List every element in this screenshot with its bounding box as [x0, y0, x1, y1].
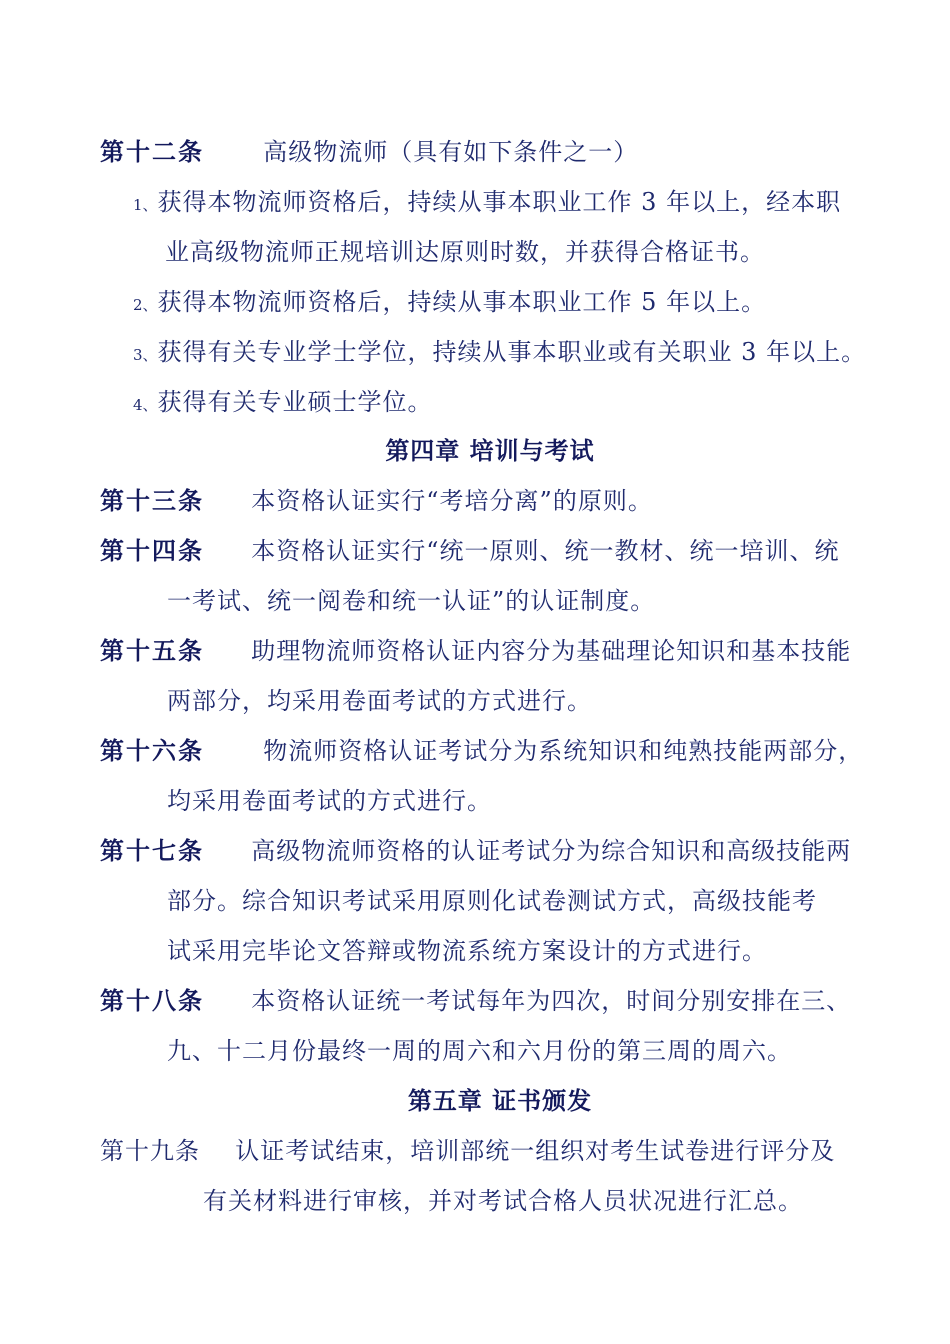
article-text: 试采用完毕论文答辩或物流系统方案设计的方式进行。 — [167, 937, 767, 965]
list-text: 获得有关专业硕士学位。 — [157, 388, 433, 416]
list-item — [133, 387, 433, 420]
list-text: 业高级物流师正规培训达原则时数，并获得合格证书。 — [165, 238, 765, 266]
list-item-continuation — [165, 237, 765, 267]
article-text: 助理物流师资格认证内容分为基础理论知识和基本技能 — [251, 637, 852, 665]
article-text: 均采用卷面考试的方式进行。 — [167, 787, 492, 815]
list-text: 获得本物流师资格后，持续从事本职业工作 5 年以上。 — [157, 288, 767, 316]
article-13 — [100, 486, 653, 516]
list-number: 2、 — [133, 296, 158, 314]
article-16 — [100, 736, 863, 766]
chapter-heading: 第四章 培训与考试 — [385, 436, 595, 465]
list-text: 获得有关专业学士学位，持续从事本职业或有关职业 3 年以上。 — [157, 338, 867, 366]
article-continuation — [167, 936, 767, 966]
article-text: 本资格认证实行“考培分离”的原则。 — [251, 487, 653, 515]
article-text: 高级物流师（具有如下条件之一） — [263, 138, 639, 166]
article-label: 第十四条 — [100, 536, 204, 565]
article-continuation — [203, 1186, 803, 1216]
article-text: 两部分，均采用卷面考试的方式进行。 — [167, 687, 592, 715]
article-label: 第十五条 — [100, 636, 204, 665]
article-label: 第十八条 — [100, 986, 204, 1015]
article-text: 九、十二月份最终一周的周六和六月份的第三周的周六。 — [167, 1037, 792, 1065]
article-text: 物流师资格认证考试分为系统知识和纯熟技能两部分， — [263, 737, 864, 765]
article-continuation — [167, 886, 817, 916]
article-continuation — [167, 686, 592, 716]
article-label: 第十三条 — [100, 486, 204, 515]
article-text: 部分。综合知识考试采用原则化试卷测试方式，高级技能考 — [167, 887, 817, 915]
list-item — [133, 287, 766, 320]
list-item — [133, 337, 866, 370]
article-12-heading — [100, 137, 638, 167]
list-number: 3、 — [133, 346, 158, 364]
article-17 — [100, 836, 851, 866]
article-text: 一考试、统一阅卷和统一认证”的认证制度。 — [167, 587, 656, 615]
article-text: 高级物流师资格的认证考试分为综合知识和高级技能两 — [251, 837, 852, 865]
article-text: 本资格认证统一考试每年为四次，时间分别安排在三、 — [251, 987, 852, 1015]
article-label: 第十二条 — [100, 137, 204, 166]
list-number: 1、 — [133, 196, 158, 214]
article-14 — [100, 536, 840, 566]
article-15 — [100, 636, 851, 666]
article-label: 第十六条 — [100, 736, 204, 765]
article-continuation — [167, 1036, 792, 1066]
article-continuation — [167, 586, 655, 616]
article-18 — [100, 986, 851, 1016]
chapter-heading: 第五章 证书颁发 — [407, 1086, 593, 1115]
article-continuation — [167, 786, 492, 816]
list-text: 获得本物流师资格后，持续从事本职业工作 3 年以上，经本职 — [157, 188, 842, 216]
article-text: 本资格认证实行“统一原则、统一教材、统一培训、统 — [251, 537, 840, 565]
list-number: 4、 — [133, 396, 158, 414]
article-label: 第十九条 — [100, 1137, 200, 1165]
article-text: 有关材料进行审核，并对考试合格人员状况进行汇总。 — [203, 1187, 803, 1215]
article-label: 第十七条 — [100, 836, 204, 865]
article-19 — [100, 1136, 835, 1166]
list-item — [133, 187, 841, 220]
article-text: 认证考试结束，培训部统一组织对考生试卷进行评分及 — [235, 1137, 836, 1165]
